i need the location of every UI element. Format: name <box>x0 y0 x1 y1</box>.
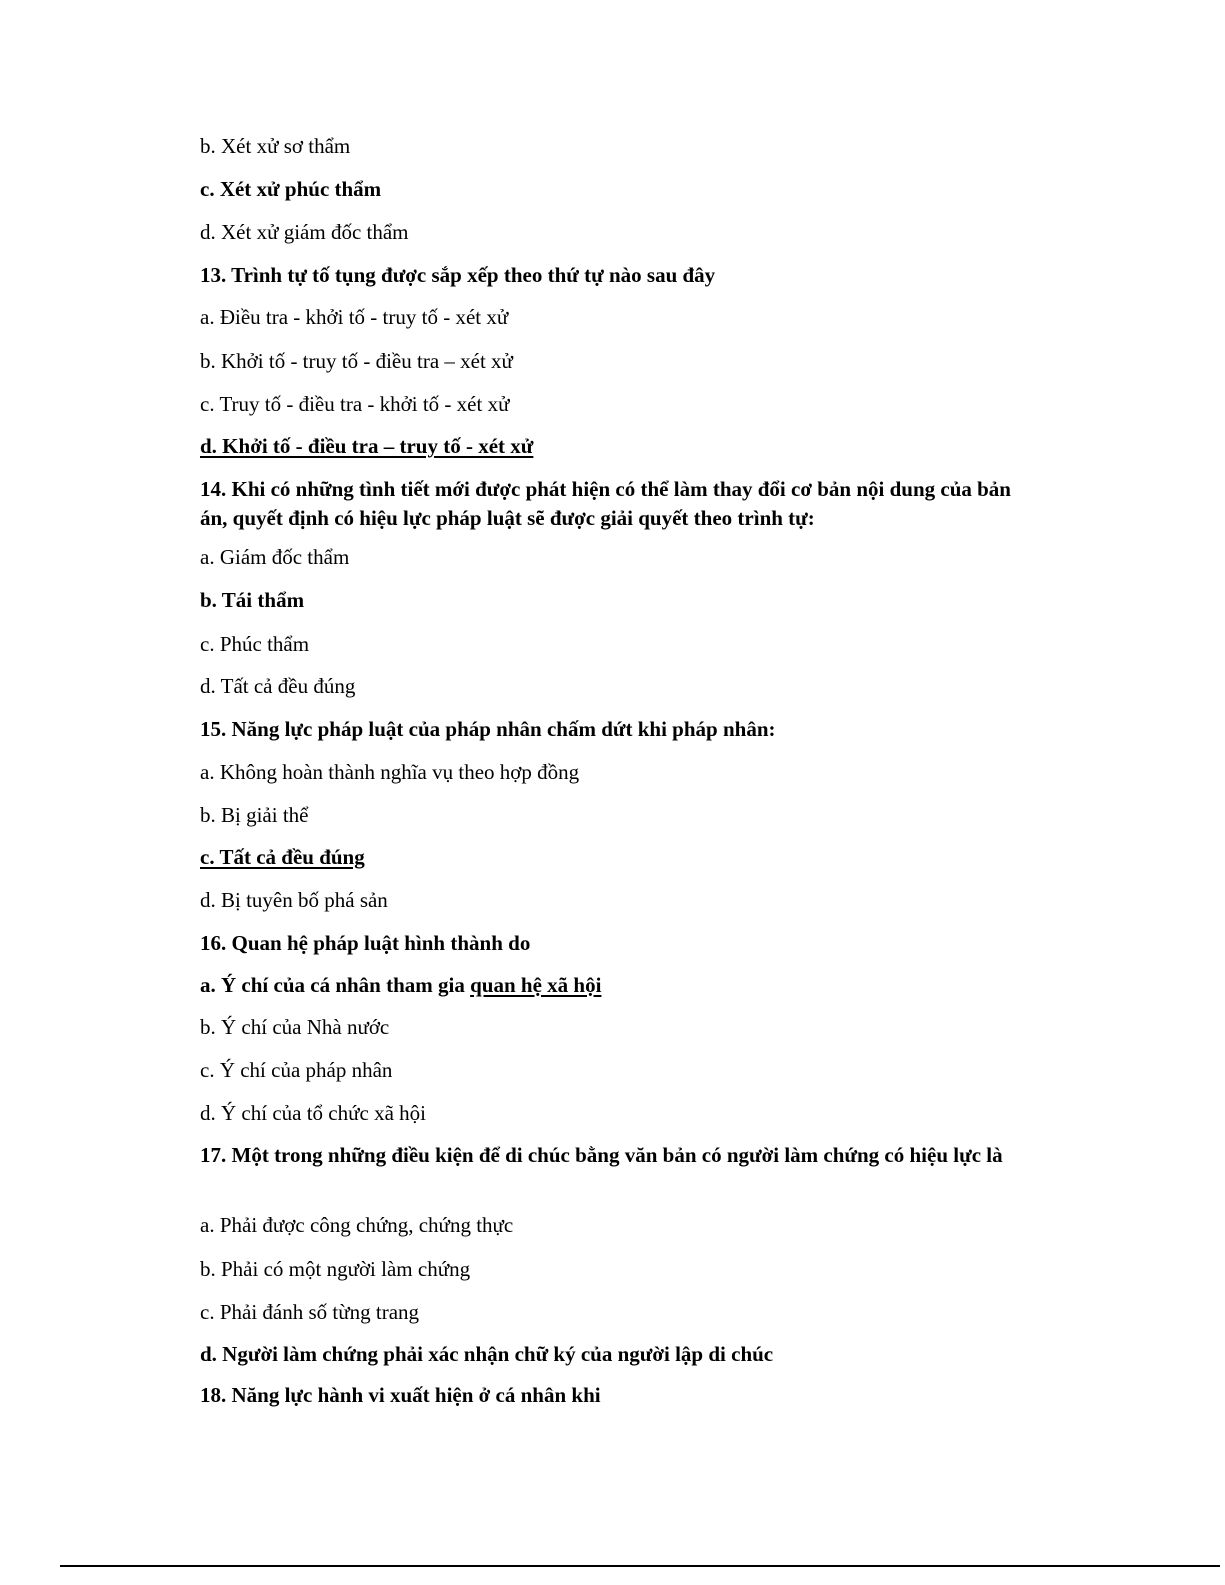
answer-option: c. Phúc thẩm <box>200 632 310 656</box>
answer-option: b. Ý chí của Nhà nước <box>200 1015 390 1039</box>
answer-option-correct <box>200 971 1040 1000</box>
answer-option: b. Phải có một người làm chứng <box>200 1257 471 1281</box>
answer-option: c. Phải đánh số từng trang <box>200 1300 420 1324</box>
answer-option-underlined-text: quan hệ xã hội <box>470 973 602 997</box>
question-15: 15. Năng lực pháp luật của pháp nhân chấm dứt khi pháp nhân: <box>200 717 776 741</box>
answer-option: d. Xét xử giám đốc thẩm <box>200 220 409 244</box>
question-14: 14. Khi có những tình tiết mới được phát hiện có thể làm thay đổi cơ bản nội dung của bản án, quyết định có hiệu lực pháp luật sẽ được giải quyết theo trình tự: <box>200 477 1011 530</box>
answer-option-correct: b. Tái thẩm <box>200 588 305 612</box>
answer-option: d. Tất cả đều đúng <box>200 674 356 698</box>
answer-option: b. Xét xử sơ thẩm <box>200 134 351 158</box>
answer-option: c. Ý chí của pháp nhân <box>200 1058 393 1082</box>
answer-option-correct: d. Khởi tố - điều tra – truy tố - xét xử <box>200 434 534 458</box>
answer-option: b. Khởi tố - truy tố - điều tra – xét xử <box>200 349 513 373</box>
answer-option: a. Phải được công chứng, chứng thực <box>200 1213 514 1237</box>
question-17: 17. Một trong những điều kiện để di chúc bằng văn bản có người làm chứng có hiệu lực là <box>200 1143 1003 1167</box>
answer-option: a. Điều tra - khởi tố - truy tố - xét xử <box>200 305 509 329</box>
answer-option-correct: d. Người làm chứng phải xác nhận chữ ký của người lập di chúc <box>200 1342 774 1366</box>
question-16: 16. Quan hệ pháp luật hình thành do <box>200 931 531 955</box>
answer-option: d. Bị tuyên bố phá sản <box>200 888 388 912</box>
answer-option: a. Không hoàn thành nghĩa vụ theo hợp đồng <box>200 760 580 784</box>
question-13: 13. Trình tự tố tụng được sắp xếp theo thứ tự nào sau đây <box>200 263 716 287</box>
answer-option-text: a. Ý chí của cá nhân tham gia <box>200 973 471 997</box>
answer-option-correct: c. Tất cả đều đúng <box>200 845 365 869</box>
page-bottom-divider <box>60 1565 1220 1567</box>
answer-option-correct: c. Xét xử phúc thẩm <box>200 177 382 201</box>
answer-option: a. Giám đốc thẩm <box>200 545 350 569</box>
answer-option: d. Ý chí của tổ chức xã hội <box>200 1101 426 1125</box>
question-18: 18. Năng lực hành vi xuất hiện ở cá nhân khi <box>200 1383 601 1407</box>
answer-option: c. Truy tố - điều tra - khởi tố - xét xử <box>200 392 510 416</box>
answer-option: b. Bị giải thể <box>200 803 309 827</box>
